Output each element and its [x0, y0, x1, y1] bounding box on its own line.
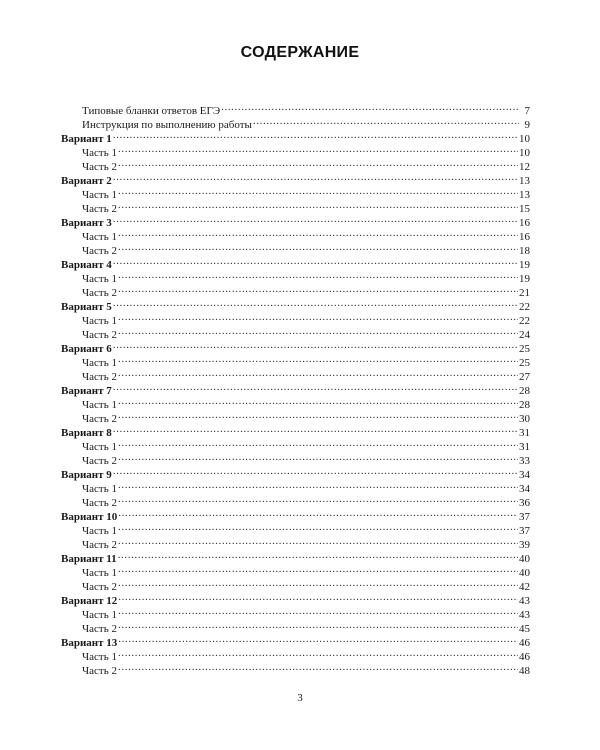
toc-entry-label: Часть 2 — [82, 161, 117, 173]
dot-leader — [118, 450, 518, 464]
toc-entry-label: Инструкция по выполнению работы — [82, 119, 252, 131]
dot-leader — [118, 506, 518, 520]
dot-leader — [118, 590, 518, 604]
toc-entry-label: Вариант 4 — [61, 259, 112, 271]
toc-entry-page: 43 — [519, 609, 530, 621]
dot-leader — [118, 478, 518, 492]
dot-leader — [118, 198, 518, 212]
toc-variant-entry[interactable] — [61, 590, 530, 607]
toc-entry-page: 28 — [519, 385, 530, 397]
dot-leader — [113, 338, 518, 352]
toc-entry-label: Часть 1 — [82, 357, 117, 369]
toc-entry-page: 37 — [519, 511, 530, 523]
toc-variant-entry[interactable] — [61, 422, 530, 439]
dot-leader — [118, 268, 518, 282]
variant-group — [61, 254, 530, 299]
toc-entry-page: 24 — [519, 329, 530, 341]
dot-leader — [118, 366, 518, 380]
dot-leader — [118, 618, 518, 632]
toc-part-entry[interactable] — [61, 310, 530, 327]
toc-entry-label: Часть 1 — [82, 399, 117, 411]
toc-entry[interactable] — [61, 100, 530, 117]
toc-part-entry[interactable] — [61, 576, 530, 593]
toc-part-entry[interactable] — [61, 394, 530, 411]
toc-entry-page: 34 — [519, 483, 530, 495]
dot-leader — [118, 324, 518, 338]
toc-part-entry[interactable] — [61, 646, 530, 663]
dot-leader — [118, 492, 518, 506]
dot-leader — [118, 646, 518, 660]
toc-entry-label: Вариант 3 — [61, 217, 112, 229]
dot-leader — [118, 142, 518, 156]
toc-entry-label: Часть 2 — [82, 329, 117, 341]
toc-entry-page: 19 — [519, 273, 530, 285]
variant-group — [61, 506, 530, 551]
toc-variant-entry[interactable] — [61, 254, 530, 271]
dot-leader — [118, 534, 518, 548]
toc-part-entry[interactable] — [61, 436, 530, 453]
dot-leader — [118, 282, 518, 296]
toc-entry-label: Часть 2 — [82, 665, 117, 677]
dot-leader — [118, 576, 518, 590]
toc-entry-page: 15 — [519, 203, 530, 215]
dot-leader — [118, 520, 518, 534]
dot-leader — [118, 240, 518, 254]
toc-entry-label: Часть 1 — [82, 147, 117, 159]
toc-entry-page: 21 — [519, 287, 530, 299]
toc-entry-label: Часть 1 — [82, 609, 117, 621]
toc-entry-page: 22 — [519, 315, 530, 327]
toc-entry-page: 37 — [519, 525, 530, 537]
toc-entry-label: Часть 1 — [82, 315, 117, 327]
toc-entry-page: 13 — [519, 175, 530, 187]
dot-leader — [113, 170, 518, 184]
toc-entry-page: 10 — [519, 147, 530, 159]
dot-leader — [118, 184, 518, 198]
toc-part-entry[interactable] — [61, 492, 530, 509]
dot-leader — [113, 380, 518, 394]
variant-group — [61, 632, 530, 677]
toc-entry-label: Вариант 5 — [61, 301, 112, 313]
variant-group — [61, 338, 530, 383]
toc-entry-label: Часть 1 — [82, 441, 117, 453]
toc-part-entry[interactable] — [61, 240, 530, 257]
toc-entry-label: Часть 2 — [82, 203, 117, 215]
toc-entry-page: 22 — [519, 301, 530, 313]
toc-entry-page: 40 — [519, 567, 530, 579]
toc-entry-page: 25 — [519, 357, 530, 369]
variants-list — [61, 128, 530, 677]
toc-entry-page: 28 — [519, 399, 530, 411]
dot-leader — [118, 632, 518, 646]
page-title: СОДЕРЖАНИЕ — [240, 44, 360, 61]
toc-variant-entry[interactable] — [61, 338, 530, 355]
toc-entry-label: Часть 1 — [82, 483, 117, 495]
toc-entry-label: Вариант 8 — [61, 427, 112, 439]
variant-group — [61, 464, 530, 509]
toc-part-entry[interactable] — [61, 366, 530, 383]
toc-entry-label: Часть 2 — [82, 455, 117, 467]
toc-entry-page: 43 — [519, 595, 530, 607]
toc-entry-page: 40 — [519, 553, 530, 565]
dot-leader — [113, 212, 518, 226]
dot-leader — [113, 128, 518, 142]
dot-leader — [118, 352, 518, 366]
toc-entry-label: Часть 1 — [82, 651, 117, 663]
toc-part-entry[interactable] — [61, 408, 530, 425]
dot-leader — [118, 408, 518, 422]
toc-part-entry[interactable] — [61, 198, 530, 215]
variant-group — [61, 212, 530, 257]
toc-entry-label: Часть 2 — [82, 287, 117, 299]
toc-part-entry[interactable] — [61, 142, 530, 159]
toc-entry-label: Вариант 12 — [61, 595, 118, 607]
variant-group — [61, 422, 530, 467]
toc-part-entry[interactable] — [61, 618, 530, 635]
toc-entry-label: Вариант 7 — [61, 385, 112, 397]
toc-part-entry[interactable] — [61, 562, 530, 579]
toc-entry-page: 34 — [519, 469, 530, 481]
dot-leader — [118, 436, 518, 450]
toc-part-entry[interactable] — [61, 520, 530, 537]
dot-leader — [118, 394, 518, 408]
dot-leader — [113, 254, 518, 268]
toc-entry-label: Вариант 11 — [61, 553, 117, 565]
toc-entry-label: Вариант 13 — [61, 637, 118, 649]
variant-group — [61, 590, 530, 635]
toc-entry-page: 16 — [519, 231, 530, 243]
toc-entry-label: Вариант 6 — [61, 343, 112, 355]
toc-variant-entry[interactable] — [61, 632, 530, 649]
toc-entry-page: 46 — [519, 637, 530, 649]
toc-entry-label: Вариант 1 — [61, 133, 112, 145]
toc-variant-entry[interactable] — [61, 548, 530, 565]
toc-variant-entry[interactable] — [61, 170, 530, 187]
toc-entry-label: Часть 1 — [82, 231, 117, 243]
dot-leader — [118, 604, 518, 618]
toc-entry-label: Часть 2 — [82, 581, 117, 593]
toc-entry-label: Часть 1 — [82, 273, 117, 285]
dot-leader — [113, 296, 518, 310]
variant-group — [61, 170, 530, 215]
dot-leader — [113, 464, 518, 478]
dot-leader — [118, 310, 518, 324]
toc-variant-entry[interactable] — [61, 128, 530, 145]
toc-entry-page: 25 — [519, 343, 530, 355]
toc-entry-page: 18 — [519, 245, 530, 257]
variant-group — [61, 128, 530, 173]
toc-entry-label: Часть 2 — [82, 497, 117, 509]
dot-leader — [113, 422, 518, 436]
toc-entry-label: Часть 2 — [82, 371, 117, 383]
toc-entry-page: 12 — [519, 161, 530, 173]
toc-entry-label: Часть 2 — [82, 413, 117, 425]
toc-entry-label: Вариант 9 — [61, 469, 112, 481]
dot-leader — [118, 226, 518, 240]
toc-part-entry[interactable] — [61, 660, 530, 677]
toc-entry-page: 7 — [524, 105, 530, 117]
toc-part-entry[interactable] — [61, 282, 530, 299]
toc-entry-page: 31 — [519, 441, 530, 453]
dot-leader — [118, 156, 518, 170]
toc-part-entry[interactable] — [61, 268, 530, 285]
toc-entry-page: 13 — [519, 189, 530, 201]
toc-entry-label: Часть 2 — [82, 623, 117, 635]
toc-part-entry[interactable] — [61, 156, 530, 173]
toc-part-entry[interactable] — [61, 534, 530, 551]
toc-part-entry[interactable] — [61, 450, 530, 467]
dot-leader — [118, 562, 518, 576]
table-of-contents — [61, 100, 530, 677]
variant-group — [61, 380, 530, 425]
toc-entry-label: Часть 1 — [82, 567, 117, 579]
toc-entry-page: 19 — [519, 259, 530, 271]
toc-part-entry[interactable] — [61, 604, 530, 621]
toc-part-entry[interactable] — [61, 226, 530, 243]
toc-entry-page: 39 — [519, 539, 530, 551]
page-number: 3 — [297, 692, 303, 704]
toc-entry-page: 16 — [519, 217, 530, 229]
variant-group — [61, 548, 530, 593]
toc-part-entry[interactable] — [61, 184, 530, 201]
toc-variant-entry[interactable] — [61, 296, 530, 313]
toc-entry-page: 45 — [519, 623, 530, 635]
toc-part-entry[interactable] — [61, 352, 530, 369]
toc-entry-label: Часть 2 — [82, 539, 117, 551]
dot-leader — [221, 100, 519, 114]
toc-entry-page: 48 — [519, 665, 530, 677]
toc-entry-label: Вариант 10 — [61, 511, 118, 523]
toc-variant-entry[interactable] — [61, 464, 530, 481]
toc-entry-label: Часть 1 — [82, 525, 117, 537]
toc-variant-entry[interactable] — [61, 380, 530, 397]
toc-entry-page: 42 — [519, 581, 530, 593]
toc-part-entry[interactable] — [61, 324, 530, 341]
toc-entry-page: 27 — [519, 371, 530, 383]
toc-entry-label: Часть 2 — [82, 245, 117, 257]
dot-leader — [253, 114, 519, 128]
toc-variant-entry[interactable] — [61, 506, 530, 523]
toc-entry-page: 46 — [519, 651, 530, 663]
dot-leader — [118, 548, 518, 562]
toc-part-entry[interactable] — [61, 478, 530, 495]
variant-group — [61, 296, 530, 341]
toc-entry-page: 30 — [519, 413, 530, 425]
toc-entry-page: 31 — [519, 427, 530, 439]
toc-entry-label: Вариант 2 — [61, 175, 112, 187]
toc-entry-page: 33 — [519, 455, 530, 467]
toc-entry-page: 36 — [519, 497, 530, 509]
toc-entry-label: Типовые бланки ответов ЕГЭ — [82, 105, 221, 117]
toc-entry-page: 9 — [524, 119, 530, 131]
dot-leader — [118, 660, 518, 674]
toc-variant-entry[interactable] — [61, 212, 530, 229]
toc-entry-label: Часть 1 — [82, 189, 117, 201]
toc-entry-page: 10 — [519, 133, 530, 145]
